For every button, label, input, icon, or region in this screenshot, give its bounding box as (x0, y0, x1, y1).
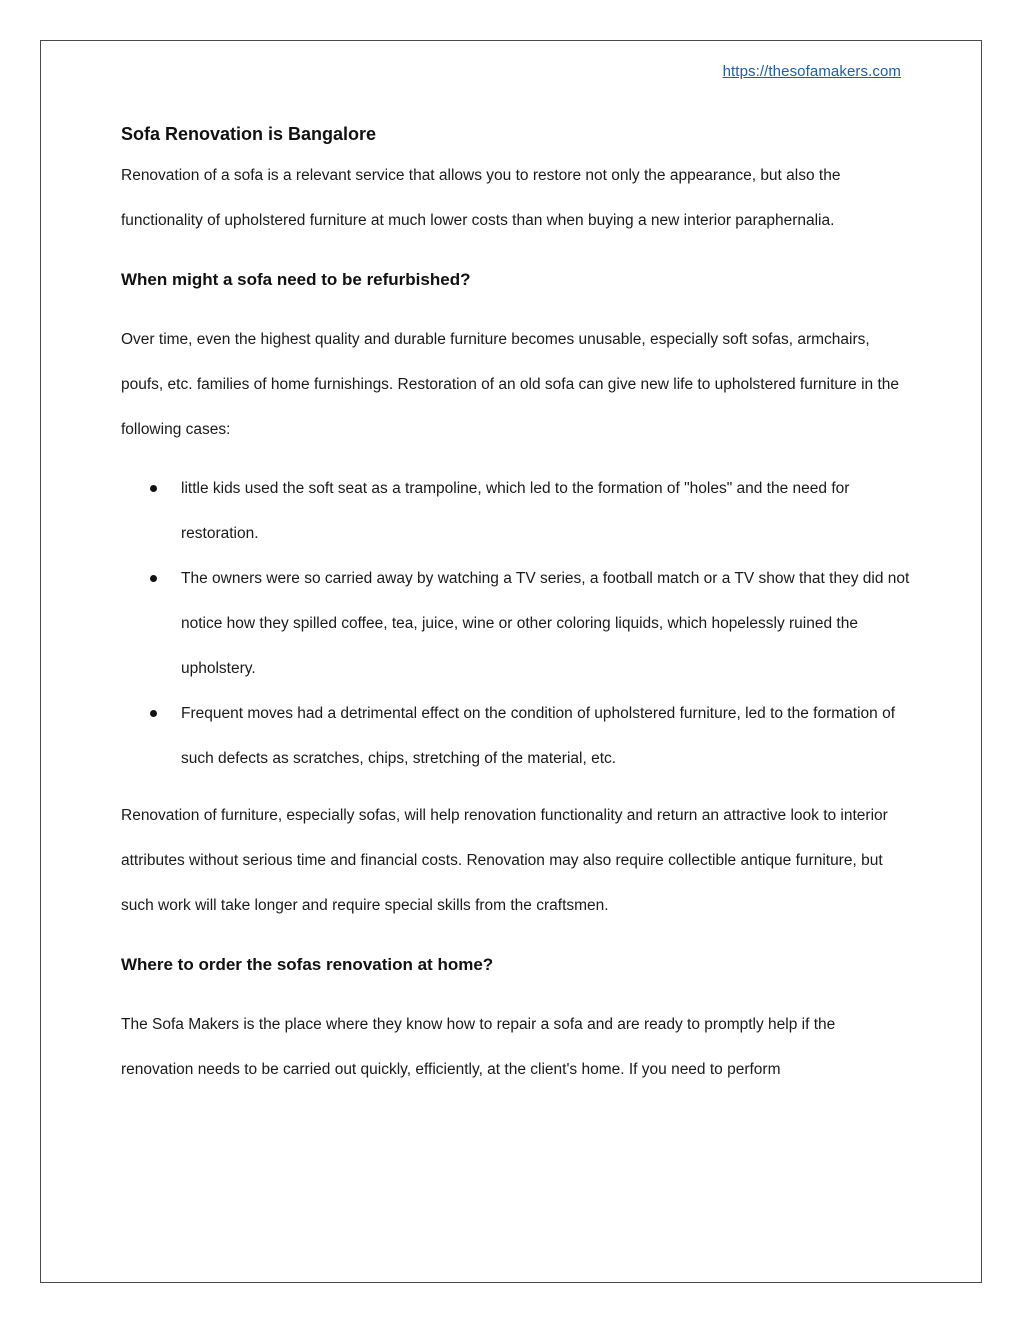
list-item-text: little kids used the soft seat as a trampoline, which led to the formation of "holes" and the need for restoration. (181, 480, 850, 542)
intro-paragraph: Renovation of a sofa is a relevant service that allows you to restore not only the appearance, but also the functionality of upholstered furniture at much lower costs than when buying a new interior paraphernalia. (121, 167, 841, 229)
section-paragraph-renovation: Renovation of furniture, especially sofas, will help renovation functionality and return an attractive look to interior attributes without serious time and financial costs. Renovation may also require collectible antique furniture, but such work will take longer and require special skills from the craftsmen. (121, 807, 888, 914)
list-item (121, 466, 911, 556)
cases-list (121, 466, 911, 781)
list-item-text: The owners were so carried away by watching a TV series, a football match or a TV show that they did not notice how they spilled coffee, tea, juice, wine or other coloring liquids, which hopelessly ruined the upholstery. (181, 570, 910, 677)
section-heading-order: Where to order the sofas renovation at home? (121, 955, 494, 974)
list-item-text: Frequent moves had a detrimental effect on the condition of upholstered furniture, led to the formation of such defects as scratches, chips, stretching of the material, etc. (181, 705, 896, 767)
bullet-icon (150, 710, 157, 717)
document-page (40, 40, 982, 1283)
bullet-icon (150, 575, 157, 582)
bullet-icon (150, 485, 157, 492)
section-heading-refurbish: When might a sofa need to be refurbished? (121, 270, 471, 289)
list-item (121, 691, 911, 781)
document-title: Sofa Renovation is Bangalore (121, 124, 377, 144)
section-paragraph-sofa-makers: The Sofa Makers is the place where they know how to repair a sofa and are ready to promptly help if the renovation needs to be carried out quickly, efficiently, at the client's home. If you need to perform (121, 1016, 836, 1078)
section-paragraph-overtime: Over time, even the highest quality and durable furniture becomes unusable, especially soft sofas, armchairs, poufs, etc. families of home furnishings. Restoration of an old sofa can give new life to upholstered furniture in the following cases: (121, 331, 900, 438)
list-item (121, 556, 911, 691)
document-body (121, 121, 911, 1092)
website-link[interactable]: https://thesofamakers.com (722, 63, 901, 80)
